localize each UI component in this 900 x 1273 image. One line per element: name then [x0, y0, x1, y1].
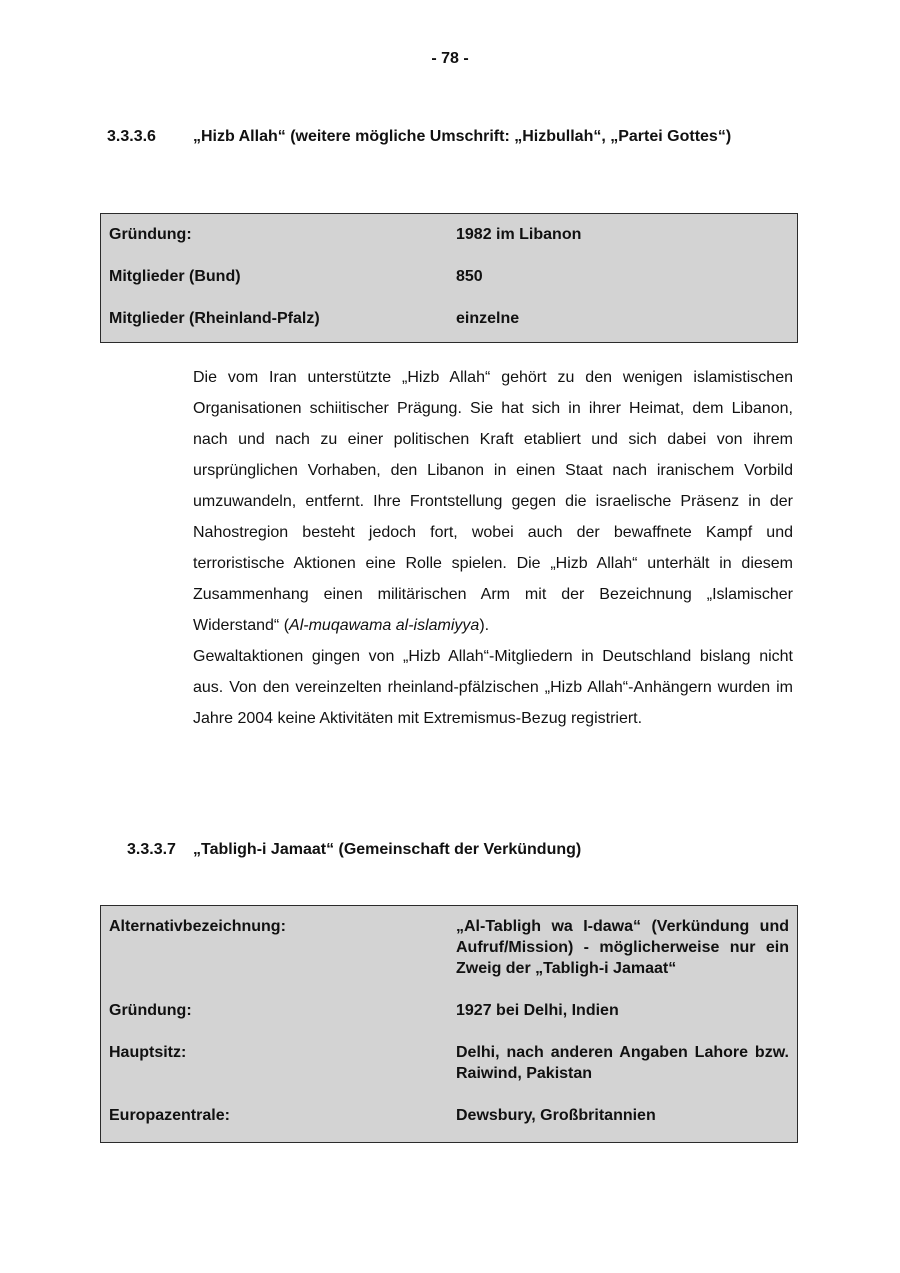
infobox-label: Mitglieder (Rheinland-Pfalz) — [109, 310, 320, 327]
section-heading-tabligh — [127, 839, 807, 861]
page-number: - 78 - — [431, 50, 469, 67]
infobox-value: Delhi, nach anderen Angaben Lahore bzw. Raiwind, Pakistan — [456, 1044, 789, 1082]
infobox-row — [101, 907, 797, 991]
infobox-row — [101, 215, 797, 257]
section-title: „Hizb Allah“ (weitere mögliche Umschrift: „Hizbullah“, „Partei Gottes“) — [193, 128, 732, 145]
paragraph-italic-term: Al-muqawama al-islamiyya — [289, 617, 480, 634]
tabligh-infobox — [100, 905, 798, 1143]
infobox-label: Hauptsitz: — [109, 1044, 187, 1061]
infobox-value: Dewsbury, Großbritannien — [456, 1107, 656, 1124]
hizb-allah-infobox — [100, 213, 798, 343]
section-number: 3.3.3.6 — [107, 128, 156, 145]
infobox-label: Alternativbezeichnung: — [109, 918, 286, 935]
infobox-row — [101, 991, 797, 1033]
section-number: 3.3.3.7 — [127, 841, 176, 858]
section-title: „Tabligh-i Jamaat“ (Gemeinschaft der Verkündung) — [193, 841, 582, 858]
paragraph-text: Die vom Iran unterstützte „Hizb Allah“ gehört zu den wenigen islamistischen Organisationen schiitischer Prägung. Sie hat sich in ihrer Heimat, dem Libanon, nach und nach zu einer politischen Kraft etabliert und sich dabei von ihrem ursprünglichen Vorhaben, den Libanon in einen Staat nach iranischem Vorbild umzuwandeln, entfernt. Ihre Frontstellung gegen die israelische Präsenz in der Nahostregion besteht jedoch fort, wobei auch der bewaffnete Kampf und terroristische Aktionen eine Rolle spielen. Die „Hizb Allah“ unterhält in diesem Zusammenhang einen militärischen Arm mit der Bezeichnung „Islamischer Widerstand“ ( — [193, 369, 793, 634]
hizb-allah-body — [193, 362, 793, 734]
infobox-label: Gründung: — [109, 226, 192, 243]
infobox-label: Mitglieder (Bund) — [109, 268, 241, 285]
paragraph-1 — [193, 362, 793, 641]
infobox-value: „Al-Tabligh wa I-dawa“ (Verkündung und Aufruf/Mission) - möglicherweise nur ein Zweig der „Tabligh-i Jamaat“ — [456, 918, 789, 977]
infobox-value: 1982 im Libanon — [456, 226, 582, 243]
infobox-label: Gründung: — [109, 1002, 192, 1019]
infobox-row — [101, 1033, 797, 1096]
infobox-row — [101, 299, 797, 341]
infobox-label: Europazentrale: — [109, 1107, 230, 1124]
paragraph-2: Gewaltaktionen gingen von „Hizb Allah“-Mitgliedern in Deutschland bislang nicht aus. Von den vereinzelten rheinland-pfälzischen „Hizb Allah“-Anhängern wurden im Jahre 2004 keine Aktivitäten mit Extremismus-Bezug registriert. — [193, 648, 793, 727]
infobox-value: 850 — [456, 268, 483, 285]
infobox-row — [101, 257, 797, 299]
infobox-row — [101, 1096, 797, 1138]
paragraph-text: ). — [479, 617, 490, 634]
infobox-value: 1927 bei Delhi, Indien — [456, 1002, 619, 1019]
section-heading-hizb-allah — [107, 121, 793, 152]
infobox-value: einzelne — [456, 310, 520, 327]
